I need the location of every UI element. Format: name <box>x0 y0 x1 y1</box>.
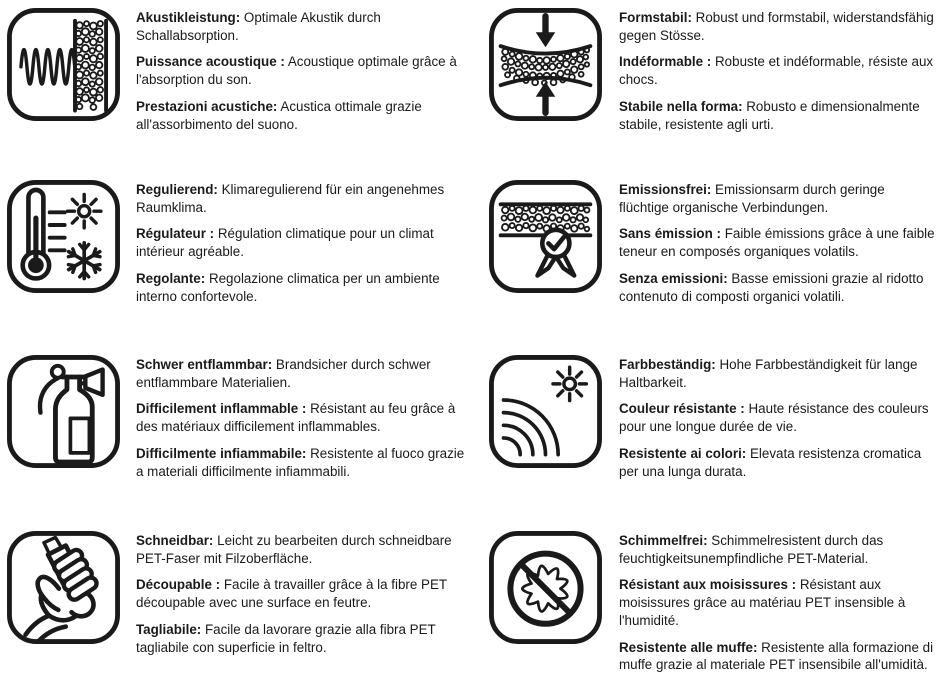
feature-text: Resistente al fuoco grazie a materiali difficilmente infiammabili. <box>136 445 465 479</box>
paragraph-de <box>136 9 466 44</box>
feature-text: Elevata resistenza cromatica per una lunga durata. <box>619 445 922 479</box>
feature-text: Optimale Akustik durch Schallabsorption. <box>136 10 381 43</box>
feature-label: Akustikleistung: <box>136 10 241 25</box>
feature-text: Haute résistance des couleurs pour une longue durée de vie. <box>619 401 929 435</box>
paragraph-de <box>619 532 936 567</box>
feature-label: Emissionsfrei: <box>619 182 712 197</box>
paragraph-de <box>136 356 466 391</box>
feature-text: Robuste et indéformable, résiste aux chocs. <box>619 54 934 88</box>
feature-label: Schneidbar: <box>136 533 214 548</box>
feature-text: Résistant au feu grâce à des matériaux difficilement inflammables. <box>136 401 456 435</box>
feature-text-block <box>619 7 936 142</box>
feature-label: Prestazioni acustiche: <box>136 98 278 114</box>
feature-label: Difficilement inflammable : <box>136 401 307 417</box>
sound-absorption-icon <box>6 7 121 122</box>
rainbow-sun-icon <box>488 354 603 469</box>
paragraph-de <box>619 356 936 391</box>
snowflake-glyph <box>68 243 100 279</box>
feature-label: Senza emissioni: <box>619 270 728 286</box>
feature-label: Découpable : <box>136 577 221 593</box>
feature-section-emission-free <box>488 179 936 314</box>
feature-text-block <box>136 179 466 314</box>
paragraph-fr <box>619 53 936 88</box>
feature-text: Leicht zu bearbeiten durch schneidbare PET-Faser mit Filzoberfläche. <box>136 533 452 566</box>
paragraph-it <box>619 98 936 133</box>
sun-glyph <box>553 367 586 400</box>
feature-label: Resistente alle muffe: <box>619 639 758 655</box>
feature-text-block <box>619 354 936 489</box>
paragraph-it <box>136 270 466 305</box>
feature-text: Faible émissions grâce à une faible teneur en composés organiques volatils. <box>619 226 935 260</box>
feature-label: Stabile nella forma: <box>619 98 743 114</box>
feature-text: Facile à travailler grâce à la fibre PET découpable avec une surface en feutre. <box>136 577 447 611</box>
feature-text: Acoustique optimale grâce à l'absorption du son. <box>136 54 457 88</box>
feature-text: Schimmelresistent durch das feuchtigkeitsunempfindliche PET-Material. <box>619 533 884 566</box>
feature-label: Régulateur : <box>136 226 215 242</box>
feature-section-colorfast <box>488 354 936 489</box>
feature-label: Résistant aux moisissures : <box>619 577 797 593</box>
fiber-texture <box>502 206 590 232</box>
certified-low-emission-icon <box>488 179 603 294</box>
feature-label: Indéformable : <box>619 54 712 70</box>
feature-text: Basse emissioni grazie al ridotto contenuto di composti organici volatili. <box>619 270 924 304</box>
feature-text: Regolazione climatica per un ambiente interno confortevole. <box>136 270 440 304</box>
feature-section-regulating <box>6 179 466 314</box>
feature-label: Formstabil: <box>619 10 692 25</box>
thermometer-sun-snowflake-icon <box>6 179 121 294</box>
feature-text: Klimaregulierend für ein angenehmes Raumklima. <box>136 182 445 215</box>
feature-label: Farbbeständig: <box>619 357 716 372</box>
feature-section-acoustic <box>6 7 466 142</box>
paragraph-it <box>619 270 936 305</box>
feature-label: Regulierend: <box>136 182 218 197</box>
paragraph-it <box>136 98 466 133</box>
paragraph-de <box>136 532 466 567</box>
feature-label: Tagliabile: <box>136 621 202 637</box>
feature-label: Sans émission : <box>619 226 721 242</box>
feature-label: Schimmelfrei: <box>619 533 708 548</box>
feature-label: Difficilmente infiammabile: <box>136 445 307 461</box>
feature-text: Régulation climatique pour un climat intérieur agréable. <box>136 226 434 260</box>
feature-text: Hohe Farbbeständigkeit für lange Haltbarkeit. <box>619 357 918 390</box>
feature-label: Resistente ai colori: <box>619 445 747 461</box>
paragraph-it <box>136 621 466 656</box>
feature-section-flame-retardant <box>6 354 466 489</box>
feature-text-block <box>619 179 936 314</box>
paragraph-fr <box>136 225 466 260</box>
paragraph-de <box>619 9 936 44</box>
no-mold-icon <box>488 530 603 645</box>
feature-text-block <box>136 7 466 142</box>
feature-section-mold-free <box>488 530 936 680</box>
feature-text: Resistente alla formazione di muffe grazie al materiale PET insensibile all'umidità. <box>619 639 934 673</box>
award-ribbon <box>537 230 574 276</box>
feature-text-block <box>619 530 936 680</box>
feature-text: Acustica ottimale grazie all'assorbimento del suono. <box>136 98 422 132</box>
paragraph-de <box>136 181 466 216</box>
feature-label: Regolante: <box>136 270 206 286</box>
feature-text-block <box>136 354 466 489</box>
paragraph-fr <box>619 576 936 629</box>
fiber-texture <box>76 21 103 110</box>
paragraph-it <box>619 639 936 674</box>
feature-text: Brandsicher durch schwer entflammbare Materialien. <box>136 357 431 390</box>
compression-arrows-icon <box>488 7 603 122</box>
paragraph-fr <box>136 400 466 435</box>
feature-text: Robusto e dimensionalmente stabile, resistente agli urti. <box>619 98 920 132</box>
feature-label: Schwer entflammbar: <box>136 357 273 372</box>
paragraph-fr <box>136 576 466 611</box>
paragraph-it <box>619 445 936 480</box>
feature-text-block <box>136 530 466 665</box>
feature-section-cuttable <box>6 530 466 665</box>
feature-label: Puissance acoustique : <box>136 54 285 70</box>
feature-text: Emissionsarm durch geringe flüchtige organische Verbindungen. <box>619 182 885 215</box>
feature-text: Facile da lavorare grazie alla fibra PET tagliabile con superficie in feltro. <box>136 621 436 655</box>
paragraph-fr <box>619 225 936 260</box>
sun-glyph <box>68 195 101 228</box>
paragraph-fr <box>619 400 936 435</box>
feature-label: Couleur résistante : <box>619 401 745 417</box>
feature-section-shape-stable <box>488 7 936 142</box>
fire-extinguisher-icon <box>6 354 121 469</box>
paragraph-de <box>619 181 936 216</box>
paragraph-it <box>136 445 466 480</box>
feature-text: Résistant aux moisissures grâce au matériau PET insensible à l'humidité. <box>619 577 906 628</box>
hand-cutter-icon <box>6 530 121 645</box>
feature-text: Robust und formstabil, widerstandsfähig gegen Stösse. <box>619 10 934 43</box>
paragraph-fr <box>136 53 466 88</box>
